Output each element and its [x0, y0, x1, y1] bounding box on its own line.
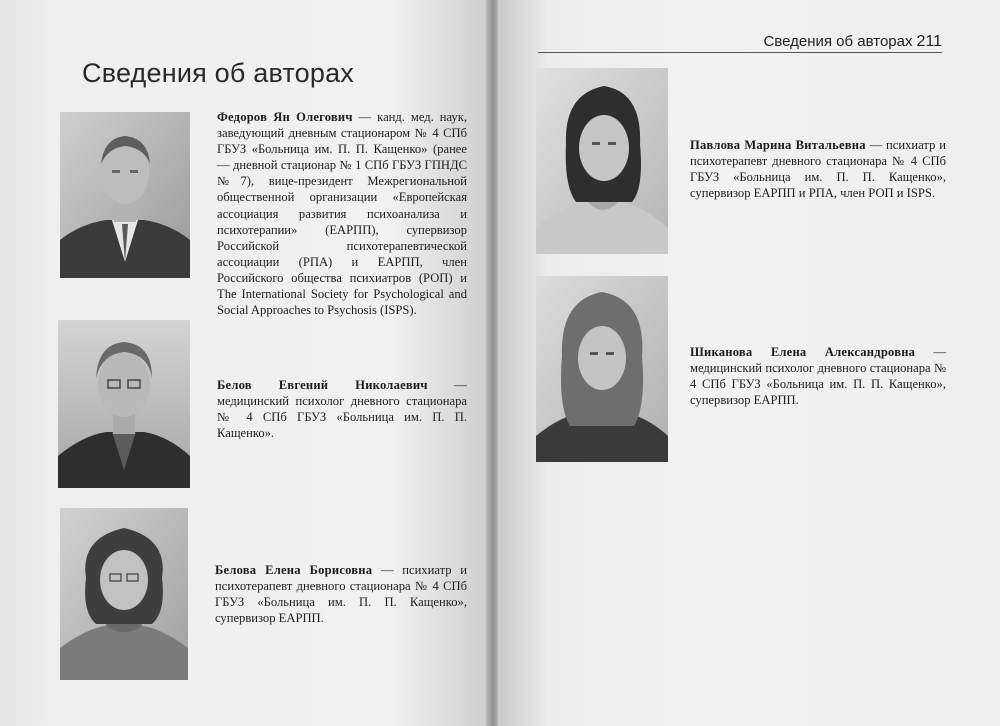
- author-bio-shikanova: [690, 344, 946, 408]
- author-description: — медицинский психолог дневного стационара № 4 СПб ГБУЗ «Больница им. П. П. Кащенко».: [217, 378, 467, 441]
- author-bio-belov: [217, 377, 467, 441]
- author-name: Белова Елена Борисовна: [215, 563, 373, 577]
- author-photo-pavlova: [536, 68, 668, 254]
- author-photo-shikanova: [536, 276, 668, 462]
- author-photo-belova: [60, 508, 188, 680]
- author-photo-fedorov: [60, 112, 190, 278]
- portrait-woman-photo: [60, 508, 188, 680]
- author-description: — психиатр и психотерапевт дневного стационара № 4 СПб ГБУЗ «Больница им. П. П. Кащенко», супервизор ЕАРПП и РПА, член РОП и ISPS.: [690, 138, 946, 201]
- author-name: Шиканова Елена Александровна: [690, 345, 916, 359]
- page-number: 211: [916, 33, 942, 50]
- portrait-woman-photo: [536, 276, 668, 462]
- section-title: Сведения об авторах: [82, 58, 355, 88]
- author-description: — психиатр и психотерапевт дневного стационара № 4 СПб ГБУЗ «Больница им. П. П. Кащенко», супервизор ЕАРПП.: [215, 563, 467, 626]
- author-name: Федоров Ян Олегович: [217, 110, 353, 124]
- portrait-man-photo: [60, 112, 190, 278]
- author-name: Павлова Марина Витальевна: [690, 138, 866, 152]
- portrait-woman-photo: [536, 68, 668, 254]
- author-description: — канд. мед. наук, заведующий дневным стационаром № 4 СПб ГБУЗ «Больница им. П. П. Кащенко» (ранее — дневной стационар № 1 СПб ГБУЗ ГПНДС №7), вице-президент Межрегиональной общественной организации «Европейская ассоциация развития психоанализа и психотерапии» (ЕАРПП), супервизор Российской психотерапевтической ассоциации (РПА) и ЕАРПП, член Российского общества психиатров (РОП) и The International Society for Psychological and Social Approaches to Psychosis (ISPS).: [217, 110, 467, 318]
- header-rule: [538, 52, 942, 53]
- author-description: — медицинский психолог дневного стационара № 4 СПб ГБУЗ «Больница им. П. П. Кащенко», супервизор ЕАРПП.: [690, 345, 946, 408]
- left-page: [0, 0, 488, 726]
- running-head: [763, 33, 942, 51]
- author-bio-pavlova: [690, 137, 946, 201]
- author-name: Белов Евгений Николаевич: [217, 378, 428, 392]
- right-page: [498, 0, 1000, 726]
- portrait-man-photo: [58, 320, 190, 488]
- author-bio-fedorov: [217, 109, 467, 318]
- running-head-title: Сведения об авторах: [763, 33, 913, 50]
- author-photo-belov: [58, 320, 190, 488]
- author-bio-belova: [215, 562, 467, 626]
